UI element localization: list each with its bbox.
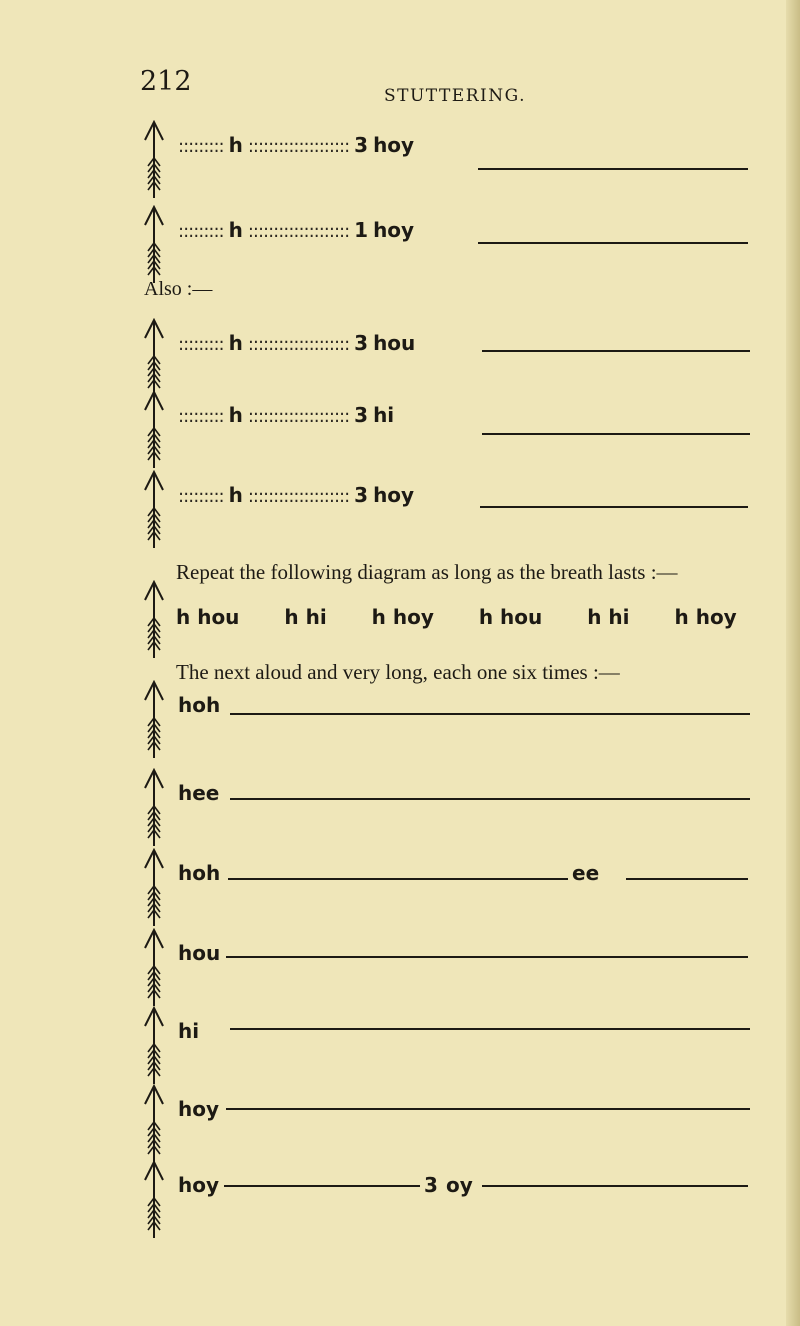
exercise-label: hoh: [178, 861, 221, 885]
breath-arrow-icon: [142, 1006, 166, 1086]
breath-line: [178, 218, 414, 243]
breath-arrow-icon: [142, 318, 166, 398]
syllable: hoy: [373, 483, 415, 507]
breath-arrow-icon: [142, 470, 166, 550]
breath-arrow-icon: [142, 768, 166, 848]
exercise-row: [0, 848, 800, 928]
breath-row: [0, 205, 800, 285]
exercise-label: hoh: [178, 693, 221, 717]
count: 3: [354, 331, 369, 355]
letter: h: [228, 331, 243, 355]
breath-arrow-icon: [142, 1084, 166, 1164]
breath-arrow-icon: [142, 680, 166, 760]
count: 1: [354, 218, 369, 242]
exercise-rule: [224, 1185, 420, 1187]
exercise-label: hoy: [178, 1097, 220, 1121]
count: 3: [354, 133, 369, 157]
exercise-rule: [626, 878, 748, 880]
sequence-item: h hou: [478, 605, 543, 629]
dots-before: :::::::::: [178, 334, 224, 355]
exercise-row: [0, 768, 800, 848]
exercise-row: [0, 1084, 800, 1164]
breath-arrow-icon: [142, 390, 166, 470]
exercise-label: hee: [178, 781, 220, 805]
breath-row: [0, 390, 800, 470]
breath-rule: [482, 350, 750, 352]
letter: h: [228, 133, 243, 157]
running-title: STUTTERING.: [384, 86, 526, 106]
exercise-label: hou: [178, 941, 221, 965]
syllable: hoy: [373, 133, 415, 157]
dots-after: ::::::::::::::::::::: [247, 406, 350, 427]
page-number: 212: [140, 66, 192, 97]
breath-line: [178, 331, 415, 356]
also-label: Also :—: [144, 278, 213, 300]
breath-line: [178, 483, 414, 508]
dots-before: :::::::::: [178, 406, 224, 427]
dots-before: :::::::::: [178, 221, 224, 242]
breath-arrow-icon: [142, 848, 166, 928]
dots-before: :::::::::: [178, 136, 224, 157]
breath-row: [0, 318, 800, 398]
letter: h: [228, 483, 243, 507]
exercise-label: hoy: [178, 1173, 220, 1197]
exercise-tail-label: oy: [446, 1173, 473, 1197]
count: 3: [354, 403, 369, 427]
exercise-row: [0, 1006, 800, 1086]
exercise-rule: [230, 798, 750, 800]
repeat-caption: Repeat the following diagram as long as the breath lasts :—: [176, 560, 678, 584]
sequence-item: h hoy: [674, 605, 737, 629]
page-header: [0, 0, 800, 110]
exercise-rule: [228, 878, 568, 880]
exercise-rule: [230, 713, 750, 715]
syllable: hi: [373, 403, 395, 427]
exercise-rule: [226, 956, 748, 958]
exercise-count: 3: [424, 1173, 438, 1197]
count: 3: [354, 483, 369, 507]
exercise-mid-label: ee: [572, 861, 600, 885]
sequence-item: h hi: [587, 605, 630, 629]
breath-arrow-icon: [142, 205, 166, 285]
breath-rule: [482, 433, 750, 435]
dots-after: ::::::::::::::::::::: [247, 136, 350, 157]
breath-arrow-icon: [142, 1160, 166, 1240]
dots-after: ::::::::::::::::::::: [247, 221, 350, 242]
exercise-label: hi: [178, 1019, 200, 1043]
breath-rule: [478, 168, 748, 170]
breath-row: [0, 470, 800, 550]
dots-after: ::::::::::::::::::::: [247, 334, 350, 355]
breath-rule: [480, 506, 748, 508]
breath-rule: [478, 242, 748, 244]
dots-after: ::::::::::::::::::::: [247, 486, 350, 507]
breath-arrow-icon: [142, 580, 166, 660]
exercise-rule: [482, 1185, 748, 1187]
breath-arrow-icon: [142, 928, 166, 1008]
syllable: hou: [373, 331, 416, 355]
letter: h: [228, 218, 243, 242]
exercise-row: [0, 680, 800, 760]
sequence-item: h hoy: [371, 605, 434, 629]
sequence-item: h hi: [284, 605, 327, 629]
breath-line: [178, 403, 394, 428]
breath-arrow-icon: [142, 120, 166, 200]
exercise-row: [0, 928, 800, 1008]
exercise-rule: [230, 1028, 750, 1030]
breath-row: [0, 120, 800, 200]
next-caption: The next aloud and very long, each one six times :—: [176, 660, 620, 684]
exercise-rule: [226, 1108, 750, 1110]
letter: h: [228, 403, 243, 427]
exercise-row: [0, 1160, 800, 1240]
dots-before: :::::::::: [178, 486, 224, 507]
breath-line: [178, 133, 414, 158]
sequence-item: h hou: [176, 605, 240, 629]
syllable: hoy: [373, 218, 415, 242]
breath-sequence: [176, 605, 737, 629]
